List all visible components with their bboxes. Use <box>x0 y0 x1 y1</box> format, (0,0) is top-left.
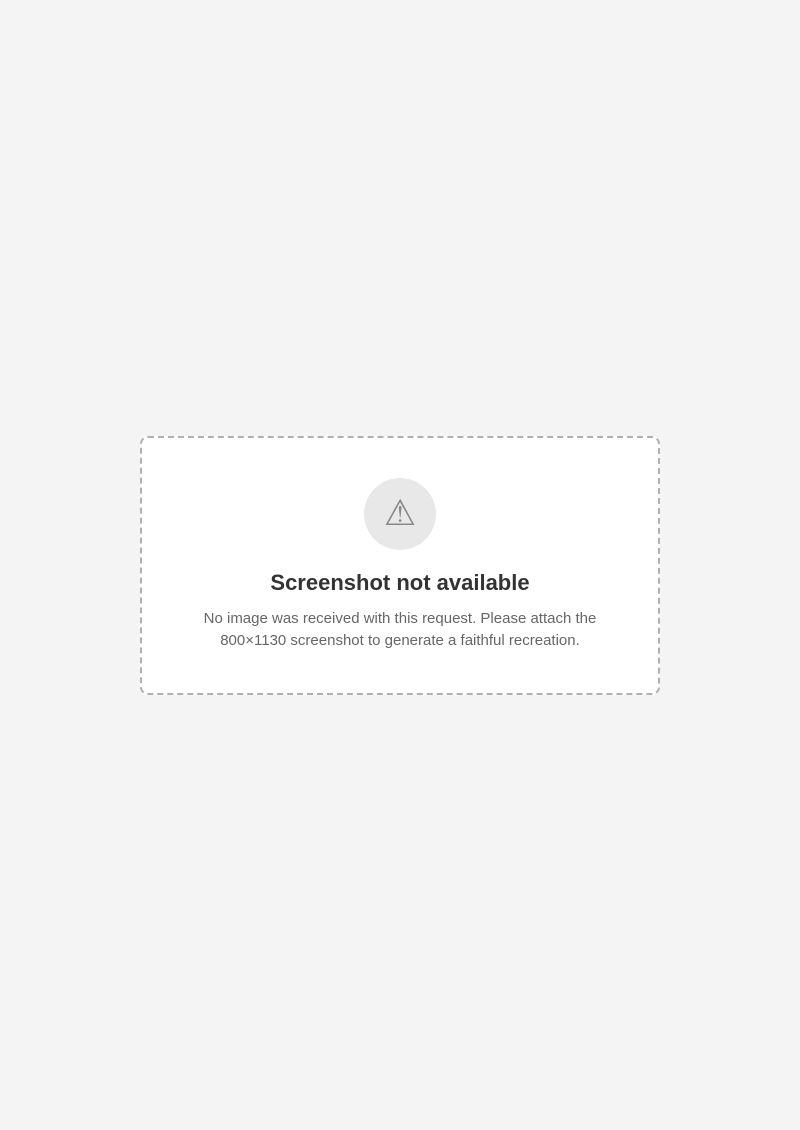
placeholder-message: No image was received with this request. Please attach the 800×1130 screenshot to generate a faithful recreation. <box>203 609 597 649</box>
image-missing-icon: ⚠ <box>364 478 436 550</box>
placeholder-card <box>140 436 660 695</box>
placeholder-title: Screenshot not available <box>270 569 530 595</box>
